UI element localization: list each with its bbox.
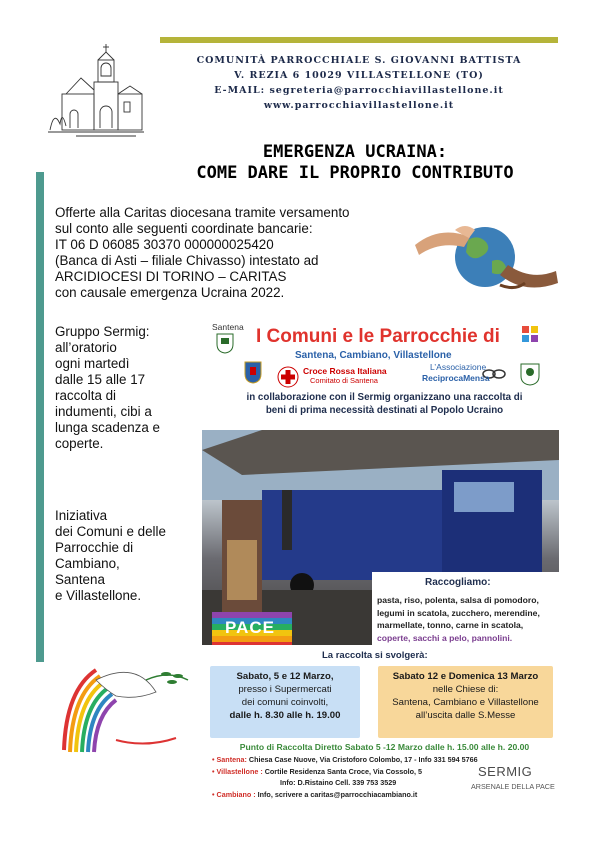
poster-subtitle: Santena, Cambiano, Villastellone <box>295 350 452 361</box>
croce-rossa-label: Croce Rossa Italiana <box>303 366 387 376</box>
page-title-line2: COME DARE IL PROPRIO CONTRIBUTO <box>196 163 514 183</box>
initiative-line: Iniziativa <box>55 508 108 523</box>
schedule-box-saturday <box>210 666 360 738</box>
sermig-line: raccolta di <box>55 388 117 403</box>
initiative-block <box>55 508 166 604</box>
red-cross-icon <box>277 366 299 388</box>
location-place: Villastellone : <box>216 766 263 776</box>
raccolta-label: La raccolta si svolgerà: <box>322 650 428 661</box>
caritas-line: con causale emergenza Ucraina 2022. <box>55 285 285 300</box>
caritas-line: ARCIDIOCESI DI TORINO – CARITAS <box>55 269 287 284</box>
location-place: Cambiano : <box>216 789 256 799</box>
initiative-line: Parrocchie di <box>55 540 134 555</box>
caritas-iban: IT 06 D 06085 30370 000000025420 <box>55 237 274 252</box>
parish-email[interactable]: E-MAIL: segreteria@parrocchiavillastellone.it <box>214 85 504 96</box>
page-title-line1: EMERGENZA UCRAINA: <box>262 142 448 162</box>
location-place: Santena: <box>216 755 247 764</box>
villastellone-crest-icon <box>520 362 540 386</box>
collab-line1: in collaborazione con il Sermig organizzano una raccolta di <box>246 392 523 403</box>
church-illustration <box>46 42 146 140</box>
hands-globe-image <box>410 205 560 305</box>
raccogliamo-title: Raccogliamo: <box>425 577 491 588</box>
poster-collab <box>212 391 557 417</box>
box2-line4: all’uscita dalle S.Messe <box>415 710 516 721</box>
schedule-box-weekend <box>378 666 553 738</box>
location-item: • Santena: Chiesa Case Nuove, Via Cristoforo Colombo, 17 - Info 331 594 5766 <box>212 755 478 764</box>
punto-raccolta: Punto di Raccolta Diretto Sabato 5 -12 Marzo dalle h. 15.00 alle h. 20.00 <box>239 742 530 752</box>
raccogliamo-list <box>377 594 557 644</box>
caritas-line: sul conto alle seguenti coordinate bancarie: <box>55 221 313 236</box>
sermig-line: all’oratorio <box>55 340 117 355</box>
caritas-block <box>55 205 349 301</box>
initiative-line: e Villastellone. <box>55 588 142 603</box>
box1-line3: dei comuni coinvolti, <box>241 697 329 708</box>
box1-line4: dalle h. 8.30 alle h. 19.00 <box>229 710 341 721</box>
parish-website[interactable]: www.parrocchiavillastellone.it <box>263 100 455 111</box>
location-text: Info, scrivere a caritas@parrocchiacambiano.it <box>255 789 418 799</box>
raccogliamo-item: marmellate, tonno, carne in scatola, <box>377 620 524 630</box>
raccogliamo-item: legumi in scatola, zucchero, merendine, <box>377 607 540 618</box>
parish-logo-icon <box>520 322 540 344</box>
santena-crest-icon <box>216 332 234 354</box>
location-item: • Villastellone : Cortile Residenza Santa Croce, Via Cossolo, 5 <box>212 766 422 776</box>
collab-line2: beni di prima necessità destinati al Popolo Ucraino <box>265 405 504 416</box>
box2-line2: nelle Chiese di: <box>432 684 499 695</box>
locations-list <box>212 754 478 800</box>
raccogliamo-item-extra: coperte, sacchi a pelo, pannolini. <box>377 632 513 643</box>
sermig-logo-text: SERMIG <box>478 764 533 779</box>
location-item: • Cambiano : Info, scrivere a caritas@parrocchiacambiano.it <box>212 789 418 799</box>
location-text: Cortile Residenza Santa Croce, Via Cossolo, 5 <box>262 766 422 776</box>
sermig-logo-sub: ARSENALE DELLA PACE <box>471 782 555 791</box>
pace-flag-text: PACE <box>225 618 275 637</box>
box1-line1: Sabato, 5 e 12 Marzo, <box>236 671 334 682</box>
peace-dove-image <box>56 640 196 760</box>
sermig-line: lunga scadenza e <box>55 420 160 435</box>
box2-line3: Santena, Cambiano e Villastellone <box>392 697 539 708</box>
santena-label: Santena <box>212 322 244 332</box>
caritas-line: Offerte alla Caritas diocesana tramite versamento <box>55 205 350 220</box>
associazione-name: ReciprocaMensa <box>422 373 490 383</box>
cambiano-crest-icon <box>244 360 262 384</box>
croce-rossa-sub: Comitato di Santena <box>310 376 378 385</box>
top-accent-bar <box>160 37 558 43</box>
poster-title: I Comuni e le Parrocchie di <box>256 326 500 347</box>
sermig-line: dalle 15 alle 17 <box>55 372 146 387</box>
parish-name: COMUNITÀ PARROCCHIALE S. GIOVANNI BATTISTA <box>196 55 522 66</box>
sermig-line: ogni martedì <box>55 356 130 371</box>
location-item <box>212 777 478 789</box>
initiative-line: Santena <box>55 572 105 587</box>
sermig-line: Gruppo Sermig: <box>55 324 150 339</box>
sermig-line: indumenti, cibi a <box>55 404 152 419</box>
sermig-line: coperte. <box>55 436 104 451</box>
parish-address: V. REZIA 6 10029 VILLASTELLONE (TO) <box>234 70 484 81</box>
location-text: Chiesa Case Nuove, Via Cristoforo Colombo, 17 - Info 331 594 5766 <box>246 755 478 764</box>
box2-line1: Sabato 12 e Domenica 13 Marzo <box>392 671 539 682</box>
sermig-group-block <box>55 324 160 452</box>
initiative-line: dei Comuni e delle <box>55 524 166 539</box>
raccogliamo-item: pasta, riso, polenta, salsa di pomodoro, <box>377 595 539 605</box>
left-accent-bar <box>36 172 44 662</box>
location-text: Info: D.Ristaino Cell. 339 753 3529 <box>280 778 397 787</box>
associazione-label: L’Associazione <box>430 362 487 372</box>
box1-line2: presso i Supermercati <box>238 684 332 695</box>
caritas-line: (Banca di Asti – filiale Chivasso) intestato ad <box>55 253 319 268</box>
initiative-line: Cambiano, <box>55 556 120 571</box>
